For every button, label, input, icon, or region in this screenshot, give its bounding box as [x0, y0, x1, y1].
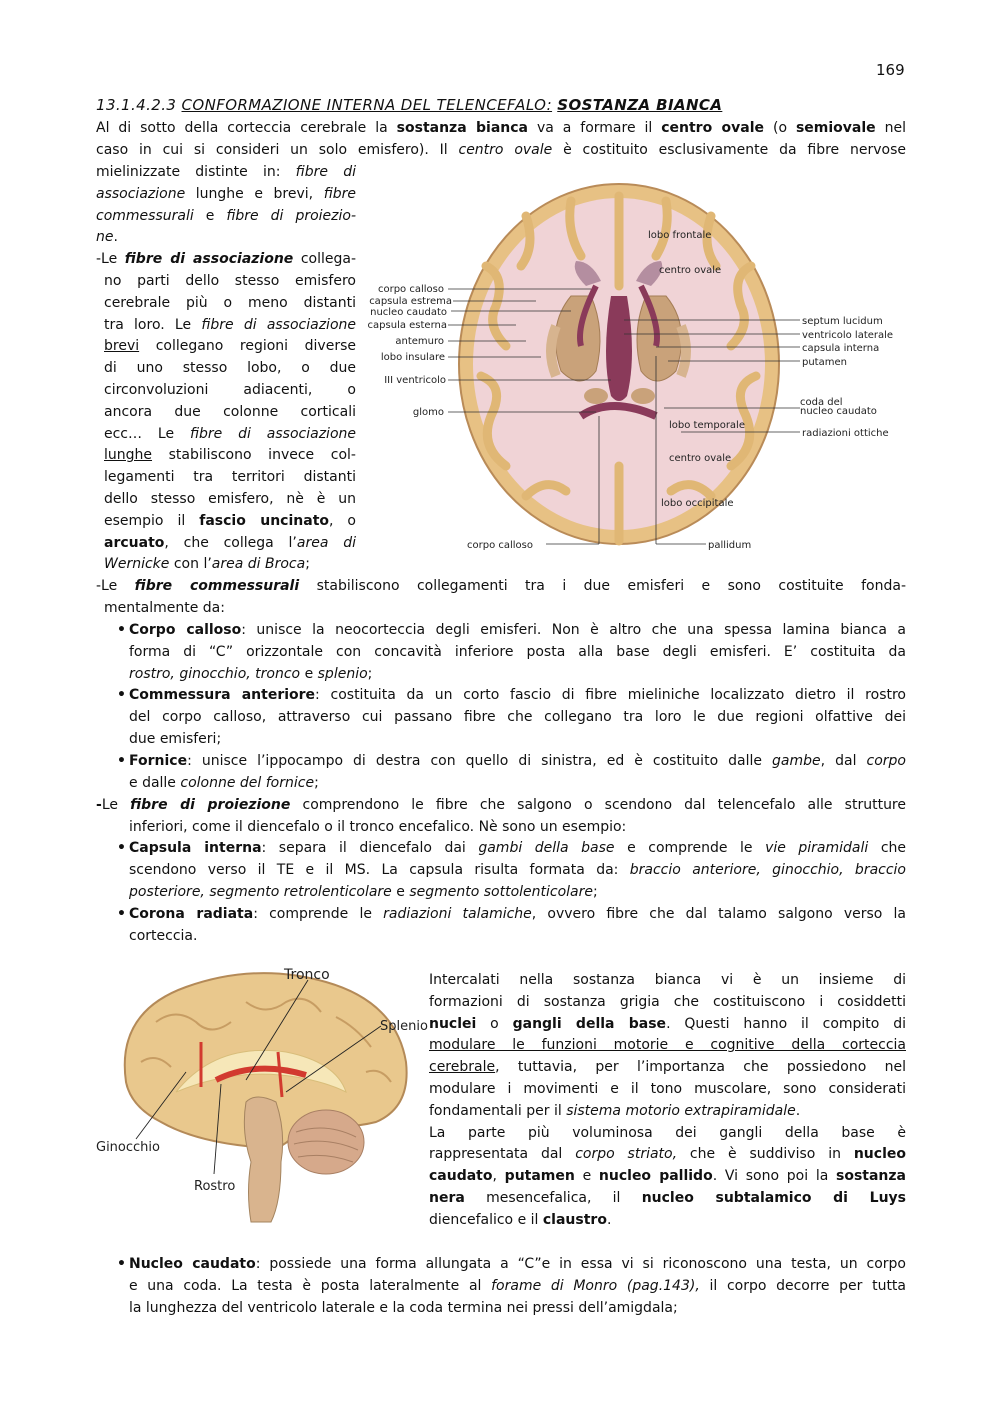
bullet-capsula-interna: [117, 838, 907, 903]
text-line: diencefalico e il claustro.: [429, 1211, 612, 1228]
label-nucleo-caudato: nucleo caudato: [370, 307, 447, 318]
text-line: associazione lunghe e brevi, fibre: [96, 185, 356, 202]
text-line: del corpo calloso, attraverso cui passano fibre che collegano tra loro le due regioni olfattive dei: [129, 708, 906, 725]
text-line: Corpo calloso: unisce la neocorteccia degli emisferi. Non è altro che una spessa lamina bianca a: [129, 622, 906, 638]
label-splenio: Splenio: [380, 1019, 428, 1034]
label-lobo-insulare: lobo insulare: [380, 352, 445, 363]
brain-sagittal-figure: [96, 962, 430, 1227]
text-line: La parte più voluminosa dei gangli della base è: [429, 1124, 906, 1141]
text-line: lunghe stabiliscono invece col-: [104, 447, 356, 464]
text-line: e una coda. La testa è posta lateralmente al forame di Monro (pag.143), il corpo decorre per tutta: [129, 1277, 906, 1294]
text-line: Al di sotto della corteccia cerebrale la sostanza bianca va a formare il centro ovale (o semiovale nel: [96, 120, 906, 136]
bullet-dot: •: [117, 622, 126, 638]
text-line: -Le fibre di proiezione comprendono le fibre che salgono o scendono dal telencefalo alle strutture: [96, 797, 906, 813]
text-line: cerebrale, tuttavia, per l’importanza che possiedono nel: [429, 1059, 906, 1076]
label-ventricolo-laterale: ventricolo laterale: [802, 330, 894, 341]
text-line: posteriore, segmento retrolenticolare e segmento sottolenticolare;: [129, 883, 598, 900]
text-line: caso in cui si consideri un solo emisfero). Il centro ovale è costituito esclusivamente da fibre nervose: [96, 141, 906, 158]
bullet-dot: •: [117, 840, 126, 856]
text-line: legamenti tra territori distanti: [104, 469, 356, 486]
label-septum-lucidum: septum lucidum: [802, 316, 883, 327]
text-line: rappresentata dal corpo striato, che è suddiviso in nucleo: [429, 1146, 906, 1163]
text-line: e dalle colonne del fornice;: [129, 774, 319, 791]
label-antemuro: antemuro: [395, 336, 444, 347]
text-line: la lunghezza del ventricolo laterale e la coda termina nei pressi dell’amigdala;: [129, 1299, 678, 1316]
text-line: Capsula interna: separa il diencefalo dai gambi della base e comprende le vie piramidali che: [129, 840, 907, 856]
bullet-dot: •: [117, 906, 126, 922]
text-line: fondamentali per il sistema motorio extrapiramidale.: [429, 1102, 801, 1119]
label-capsula-esterna: capsula esterna: [367, 320, 447, 331]
text-line: dello stesso emisfero, nè è un: [104, 490, 356, 507]
bullet-corona-radiata: [117, 904, 906, 948]
text-line: Nucleo caudato: possiede una forma allungata a “C”e in essa vi si riconoscono una testa, un corpo: [129, 1256, 907, 1272]
text-line: Intercalati nella sostanza bianca vi è un insieme di: [429, 972, 906, 988]
text-line: cerebrale più o meno distanti: [104, 294, 356, 311]
section-title: [96, 96, 722, 114]
text-line: Wernicke con l’area di Broca;: [104, 556, 310, 573]
text-line: ancora due colonne corticali: [104, 403, 356, 420]
bullet-dot: •: [117, 1256, 126, 1272]
text-line: -Le fibre di associazione collega-: [96, 251, 357, 267]
section-title-plain: CONFORMAZIONE INTERNA DEL TELENCEFALO:: [181, 96, 553, 114]
text-line: tra loro. Le fibre di associazione: [104, 316, 357, 333]
text-line: modulare i movimenti e il tono muscolare, sono considerati: [429, 1080, 906, 1097]
label-lobo-occipitale: lobo occipitale: [661, 498, 734, 509]
text-line: nera mesencefalica, il nucleo subtalamico di Luys: [429, 1189, 906, 1206]
text-line: Commessura anteriore: costituita da un corto fascio di fibre mieliniche localizzato dietro il rostro: [129, 687, 906, 703]
label-lobo-temporale: lobo temporale: [669, 420, 745, 431]
commessural-fibers-paragraph: [96, 576, 906, 620]
label-corpo-calloso: corpo calloso: [377, 284, 444, 295]
brain-axial-section-figure: [356, 176, 906, 556]
bullet-fornice: [117, 751, 906, 795]
label-iii-ventricolo: III ventricolo: [384, 375, 446, 386]
label-pallidum: pallidum: [708, 540, 752, 551]
text-line: rostro, ginocchio, tronco e splenio;: [129, 665, 373, 682]
text-line: mentalmente da:: [104, 599, 225, 616]
label-lobo-frontale: lobo frontale: [648, 230, 712, 241]
intro-paragraph: [96, 118, 906, 162]
text-line: Corona radiata: comprende le radiazioni talamiche, ovvero fibre che dal talamo salgono verso la: [129, 906, 906, 922]
label-capsula-estrema: capsula estrema: [369, 296, 452, 307]
text-line: commessurali e fibre di proiezio-: [96, 207, 357, 224]
bullet-dot: •: [117, 753, 126, 769]
text-line: ecc… Le fibre di associazione: [104, 425, 356, 442]
brainstem-shape: [244, 1097, 282, 1222]
text-line: ne.: [96, 229, 118, 246]
text-line: di uno stesso lobo, o due: [104, 360, 356, 377]
text-line: modulare le funzioni motorie e cognitive della corteccia: [429, 1037, 906, 1054]
label-rostro: Rostro: [194, 1179, 236, 1194]
text-line: esempio il fascio uncinato, o: [104, 512, 356, 529]
text-line: nuclei o gangli della base. Questi hanno il compito di: [429, 1015, 906, 1032]
text-line: no parti dello stesso emisfero: [104, 273, 356, 289]
text-line: corteccia.: [129, 927, 198, 944]
label-ginocchio: Ginocchio: [96, 1140, 160, 1155]
intro-column: [96, 162, 356, 249]
label-nucleo-caudato-right: nucleo caudato: [800, 406, 877, 417]
bullet-commessura-anteriore: [117, 685, 906, 750]
association-fibers-paragraph: [96, 249, 356, 271]
page-number: 169: [876, 61, 905, 79]
text-line: -Le fibre commessurali stabiliscono collegamenti tra i due emisferi e sono costituite fonda-: [96, 578, 906, 594]
label-coda-del: coda del: [800, 397, 843, 408]
association-fibers-body: [104, 271, 356, 576]
text-line: circonvoluzioni adiacenti, o: [104, 381, 356, 398]
basal-ganglia-paragraph: [429, 970, 906, 1232]
text-line: scendono verso il TE e il MS. La capsula risulta formata da: braccio anteriore, ginocchio, braccio: [129, 861, 906, 878]
bullet-nucleo-caudato: [117, 1254, 907, 1319]
bullet-dot: •: [117, 687, 126, 703]
label-centro-ovale-bottom: centro ovale: [669, 453, 732, 464]
text-line: mielinizzate distinte in: fibre di: [96, 164, 356, 180]
label-putamen: putamen: [802, 357, 847, 368]
bullet-corpo-calloso: [117, 620, 906, 685]
label-centro-ovale-top: centro ovale: [659, 265, 722, 276]
text-line: due emisferi;: [129, 730, 222, 747]
text-line: brevi collegano regioni diverse: [104, 338, 356, 355]
section-number: 13.1.4.2.3: [96, 96, 177, 114]
label-glomo: glomo: [412, 407, 444, 418]
text-line: arcuato, che collega l’area di: [104, 534, 356, 551]
label-corpo-calloso-bottom: corpo calloso: [467, 540, 534, 551]
text-line: forma di “C” orizzontale con concavità inferiore posta alla base degli emisferi. E’ costituita da: [129, 643, 906, 660]
label-radiazioni-ottiche: radiazioni ottiche: [802, 428, 889, 439]
text-line: Fornice: unisce l’ippocampo di destra con quello di sinistra, ed è costituito dalle gambe, dal corpo: [129, 753, 906, 769]
projection-fibers-paragraph: [96, 795, 906, 839]
label-tronco: Tronco: [284, 967, 330, 983]
text-line: formazioni di sostanza grigia che costituiscono i cosiddetti: [429, 993, 906, 1010]
section-title-bold: SOSTANZA BIANCA: [557, 96, 723, 114]
label-capsula-interna: capsula interna: [802, 343, 880, 354]
text-line: caudato, putamen e nucleo pallido. Vi sono poi la sostanza: [429, 1168, 906, 1185]
text-line: inferiori, come il diencefalo o il tronco encefalico. Nè sono un esempio:: [129, 818, 627, 835]
